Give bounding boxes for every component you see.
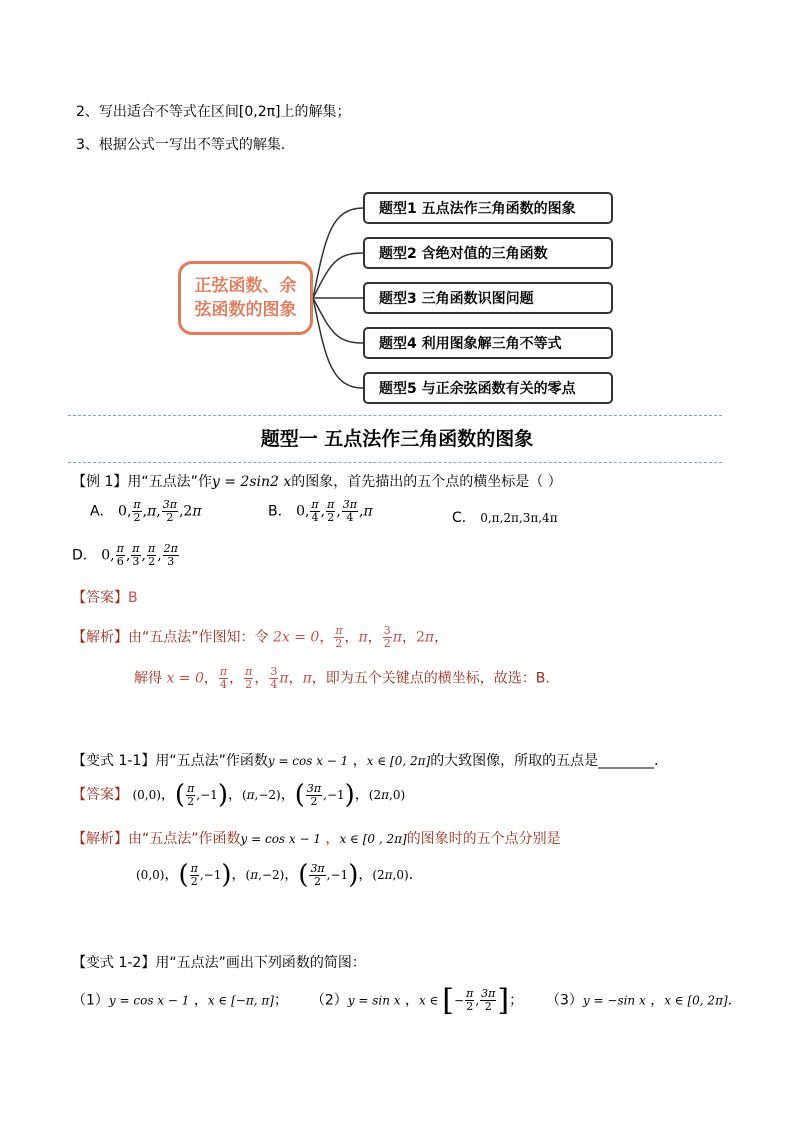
answer-label: 【答案】	[72, 590, 128, 606]
branch-4-label: 题型4 利用图象解三角不等式	[379, 336, 562, 352]
frac-pi-over-2: $\frac{\pi}{2}$	[190, 861, 198, 888]
section-title: 题型一 五点法作三角函数的图象	[260, 428, 534, 450]
answer-value: B	[128, 590, 138, 606]
frac-pi-over-4: $\frac{\pi}{4}$	[219, 665, 228, 691]
item1-function: y = cos x − 1	[108, 993, 190, 1008]
variant11-question: 【变式 1-1】用“五点法”作函数y = cos x − 1 ，x ∈ [0, 2π]的大致图像，所取的五点是________．	[72, 753, 669, 769]
intro-line-2: 2、写出适合不等式在区间[0,2π]上的解集；	[76, 104, 351, 120]
variant11-rest: 的大致图像，所取的五点是________．	[430, 753, 669, 769]
frac-pi-over-2: $\frac{\pi}{2}$	[187, 781, 195, 808]
frac-pi-over-2: $\frac{\pi}{2}$	[466, 987, 474, 1013]
example1-analysis: 【解析】由“五点法”作图知：令 2x = 0， $\frac{\pi}{2}$ ，π， $\frac{3}{2}$ π，2π，	[72, 624, 449, 650]
analysis-text: 由“五点法”作图知：令	[128, 629, 269, 646]
branch-2-label: 题型2 含绝对值的三角函数	[379, 246, 548, 262]
variant11-points: (0,0)，( $\frac{\pi}{2}$ ,−1)，(π,−2)，( $\frac{3\pi}{2}$ ,−1)，(2π,0)．	[136, 860, 423, 890]
item3-label: （3）	[546, 992, 583, 1009]
mindmap-center-node	[178, 261, 313, 335]
item1-domain: x ∈ [−π, π]	[207, 993, 274, 1008]
variant11-analysis-tail: 的图象时的五个点分别是	[406, 831, 561, 847]
center-line-1: 正弦函数、余	[194, 276, 297, 296]
analysis-equation: 2x = 0	[272, 629, 320, 646]
mindmap-branch-1	[363, 192, 613, 224]
option-a: A． 0, $\frac{\pi}{2}$ ,π, $\frac{3\pi}{2}$ ,2π	[90, 498, 202, 524]
variant11-answer: 【答案】 (0,0)，( $\frac{\pi}{2}$ ,−1)，(π,−2)，( $\frac{3\pi}{2}$ ,−1)，(2π,0)	[72, 780, 406, 810]
variant11-domain: x ∈ [0, 2π]	[366, 754, 431, 768]
variant11-analysis-formula: y = cos x − 1	[240, 832, 321, 846]
variant11-answer-label: 【答案】	[72, 787, 128, 803]
mindmap-branch-3	[363, 282, 613, 314]
item3-domain: x ∈ [0, 2π]	[664, 993, 728, 1008]
frac-pi-over-2: $\frac{\pi}{2}$	[147, 542, 156, 568]
mindmap-branch-4	[363, 327, 613, 359]
frac-pi-over-3: $\frac{\pi}{3}$	[132, 542, 140, 568]
variant12-question: 【变式 1-2】用“五点法”画出下列函数的简图：	[72, 955, 366, 971]
frac-3-over-2: $\frac{3}{2}$	[383, 624, 391, 650]
variant11-analysis-label: 【解析】	[72, 831, 128, 847]
item1-label: （1）	[72, 992, 109, 1009]
mindmap-branch-5	[363, 372, 613, 404]
frac-pi-over-2: $\frac{\pi}{2}$	[245, 665, 253, 691]
option-c-values: 0,π,2π,3π,4π	[480, 511, 558, 525]
frac-2pi-over-3: $\frac{2\pi}{3}$	[163, 542, 178, 568]
example1-answer	[72, 587, 138, 607]
example1-solution: 解得 x = 0， $\frac{\pi}{4}$ ， $\frac{\pi}{2}$ ， $\frac{3}{4}$ π，π，即为五个关键点的横坐标，故选：B.	[134, 665, 550, 691]
intro-line-3: 3、根据公式一写出不等式的解集．	[76, 137, 295, 153]
variant11-label: 【变式 1-1】用“五点法”作函数	[72, 753, 268, 769]
connector-4	[313, 298, 363, 343]
example1-formula: y = 2sin2 x	[211, 474, 292, 490]
branch-3-label: 题型3 三角函数识图问题	[379, 291, 534, 307]
analysis-label: 【解析】	[72, 629, 128, 646]
solution-tail: ，即为五个关键点的横坐标，故选：B.	[311, 670, 550, 687]
frac-pi-over-2: $\frac{\pi}{2}$	[133, 498, 141, 524]
variant11-analysis-domain: x ∈ [0 , 2π]	[339, 832, 407, 846]
branch-5-label: 题型5 与正余弦函数有关的零点	[379, 381, 576, 397]
example1-label: 【例 1】用“五点法”作	[72, 474, 212, 490]
variant11-analysis-text: 由“五点法”作函数	[128, 831, 241, 847]
solution-prefix: 解得	[134, 670, 162, 687]
option-b-label: B．	[268, 503, 292, 520]
option-d-label: D．	[72, 547, 97, 564]
option-b: B． 0, $\frac{\pi}{4}$ , $\frac{\pi}{2}$ , $\frac{3\pi}{4}$ ,π	[268, 498, 373, 524]
frac-3pi-over-2: $\frac{3\pi}{2}$	[310, 861, 325, 888]
frac-3pi-over-2: $\frac{3\pi}{2}$	[306, 781, 322, 808]
item2-function: y = sin x	[347, 993, 401, 1008]
frac-3pi-over-2: $\frac{3\pi}{2}$	[481, 987, 496, 1013]
example1-question	[72, 471, 562, 491]
frac-pi-over-4: $\frac{\pi}{4}$	[311, 498, 319, 524]
divider-bottom	[68, 462, 722, 463]
option-a-label: A．	[90, 503, 114, 520]
branch-1-label: 题型1 五点法作三角函数的图象	[379, 201, 576, 217]
item2-label: （2）	[310, 992, 348, 1009]
option-d: D． 0, $\frac{\pi}{6}$ , $\frac{\pi}{3}$ , $\frac{\pi}{2}$ , $\frac{2\pi}{3}$	[72, 542, 178, 568]
example1-rest: 的图象，首先描出的五个点的横坐标是（ ）	[291, 474, 562, 490]
divider-top	[68, 415, 722, 416]
solution-x: x = 0	[166, 670, 204, 687]
frac-3-over-4: $\frac{3}{4}$	[270, 665, 278, 691]
frac-pi-over-2: $\frac{\pi}{2}$	[335, 624, 343, 650]
variant11-formula: y = cos x − 1	[267, 754, 349, 768]
variant11-analysis: 【解析】由“五点法”作函数y = cos x − 1 ，x ∈ [0 , 2π]的图象时的五个点分别是	[72, 831, 561, 847]
option-c	[452, 507, 558, 527]
frac-pi-over-2: $\frac{\pi}{2}$	[327, 498, 335, 524]
item3-function: y = −sin x	[582, 993, 646, 1008]
frac-pi-over-6: $\frac{\pi}{6}$	[116, 542, 124, 568]
option-c-label: C．	[452, 510, 476, 526]
mindmap-branch-2	[363, 237, 613, 269]
center-line-2: 弦函数的图象	[194, 300, 297, 320]
variant12-items: （1）y = cos x − 1 ，x ∈ [−π, π]； （2）y = sin x ，x ∈ [− $\frac{\pi}{2}$ , $\frac{3\pi}{2}$ ]； （3）y = −sin x ，x ∈ [0, 2π]．	[72, 983, 742, 1018]
frac-3pi-over-4: $\frac{3\pi}{4}$	[342, 498, 358, 524]
frac-3pi-over-2: $\frac{3\pi}{2}$	[162, 498, 177, 524]
